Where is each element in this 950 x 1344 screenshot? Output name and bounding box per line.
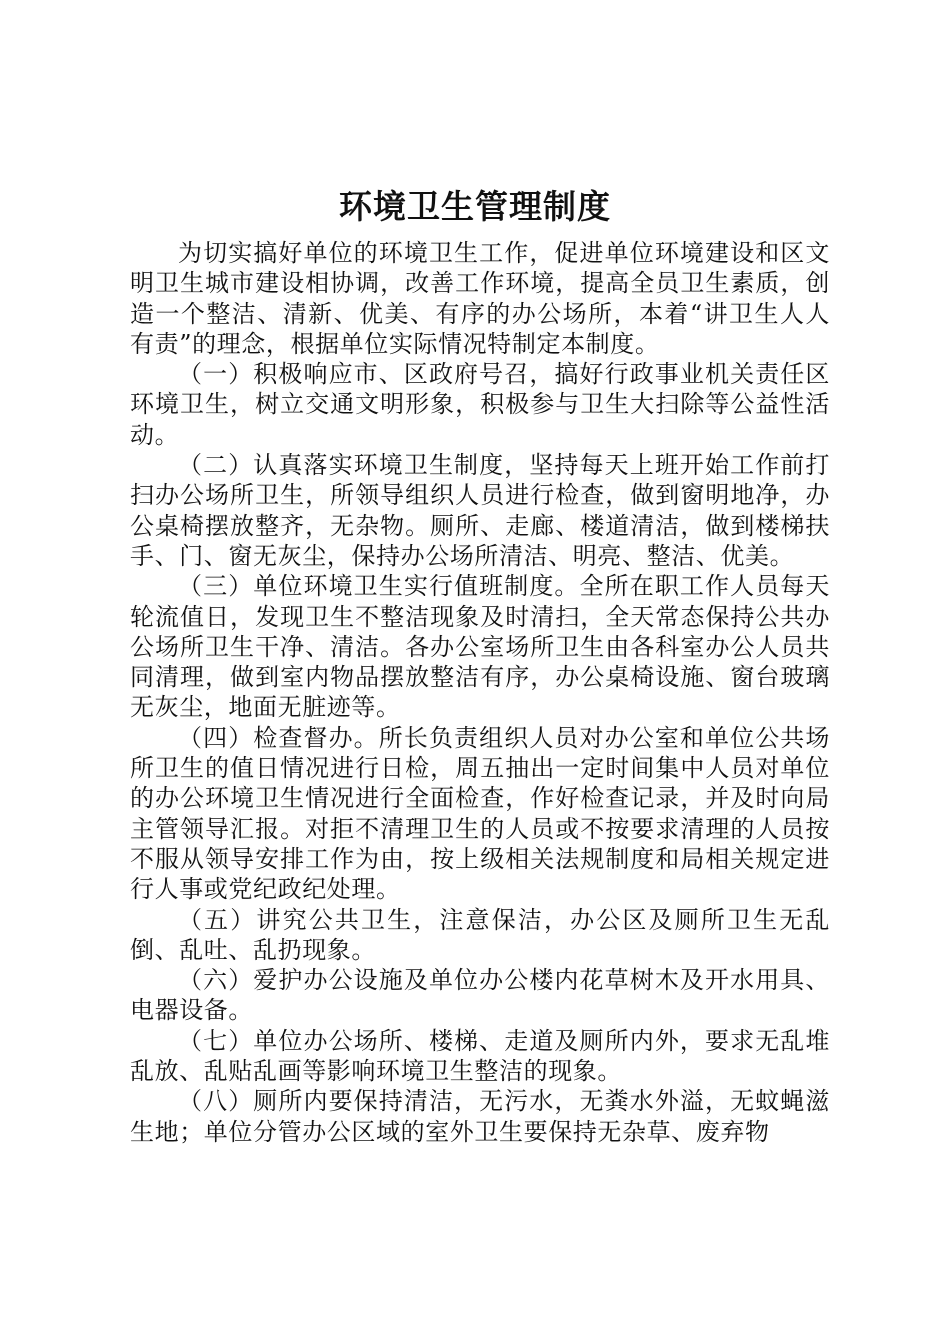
paragraph-item-3: （三）单位环境卫生实行值班制度。全所在职工作人员每天轮流值日，发现卫生不整洁现象及时清扫，全天常态保持公共办公场所卫生干净、清洁。各办公室场所卫生由各科室办公人员共同清理，做到室内物品摆放整洁有序，办公桌椅设施、窗台玻璃无灰尘，地面无脏迹等。 bbox=[130, 572, 830, 722]
paragraph-item-8: （八）厕所内要保持清洁，无污水，无粪水外溢，无蚊蝇滋生地；单位分管办公区域的室外卫生要保持无杂草、废弃物 bbox=[130, 1087, 830, 1146]
document-body bbox=[130, 238, 830, 1147]
paragraph-intro: 为切实搞好单位的环境卫生工作，促进单位环境建设和区文明卫生城市建设相协调，改善工作环境，提高全员卫生素质，创造一个整洁、清新、优美、有序的办公场所，本着“讲卫生人人有责”的理念，根据单位实际情况特制定本制度。 bbox=[130, 239, 830, 358]
paragraph-item-2: （二）认真落实环境卫生制度，坚持每天上班开始工作前打扫办公场所卫生，所领导组织人员进行检查，做到窗明地净，办公桌椅摆放整齐，无杂物。厕所、走廊、楼道清洁，做到楼梯扶手、门、窗无灰尘，保持办公场所清洁、明亮、整洁、优美。 bbox=[130, 451, 830, 570]
paragraph-item-1: （一）积极响应市、区政府号召，搞好行政事业机关责任区环境卫生，树立交通文明形象，积极参与卫生大扫除等公益性活动。 bbox=[130, 360, 830, 449]
document-title: 环境卫生管理制度 bbox=[339, 187, 611, 226]
paragraph-item-7: （七）单位办公场所、楼梯、走道及厕所内外，要求无乱堆乱放、乱贴乱画等影响环境卫生整洁的现象。 bbox=[130, 1026, 830, 1086]
paragraph-item-6: （六）爱护办公设施及单位办公楼内花草树木及开水用具、电器设备。 bbox=[130, 966, 830, 1025]
paragraph-item-4: （四）检查督办。所长负责组织人员对办公室和单位公共场所卫生的值日情况进行日检，周五抽出一定时间集中人员对单位的办公环境卫生情况进行全面检查，作好检查记录，并及时向局主管领导汇报。对拒不清理卫生的人员或不按要求清理的人员按不服从领导安排工作为由，按上级相关法规制度和局相关规定进行人事或党纪政纪处理。 bbox=[130, 723, 830, 904]
paragraph-item-5: （五）讲究公共卫生，注意保洁，办公区及厕所卫生无乱倒、乱吐、乱扔现象。 bbox=[130, 905, 830, 964]
